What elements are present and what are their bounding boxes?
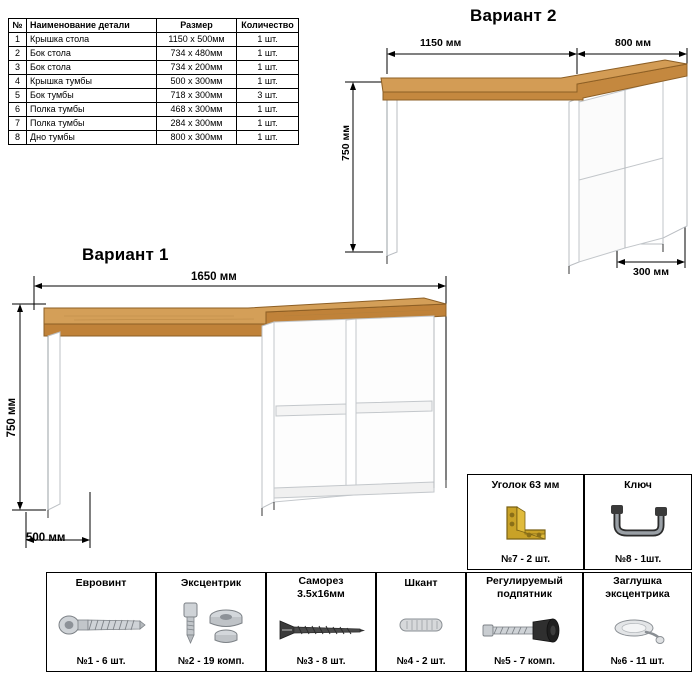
variant-2-drawing: [325, 30, 700, 280]
hardware-caption: №2 - 19 комп.: [177, 656, 245, 667]
cell-qty: 1 шт.: [237, 75, 299, 89]
corner-bracket-icon: [468, 501, 583, 549]
hardware-card-cam-cover: [583, 572, 692, 672]
hardware-card-allen-key: [584, 474, 692, 570]
cell-name: Бок стола: [27, 61, 157, 75]
hardware-name: [584, 575, 691, 601]
table-row: [9, 47, 299, 61]
euro-screw-icon: [47, 599, 155, 651]
cam-cover-icon: [584, 609, 691, 651]
variant2-dim-top-left: 1150 мм: [420, 37, 462, 49]
cell-name: Крышка стола: [27, 33, 157, 47]
table-row: [9, 61, 299, 75]
cell-size: 1150 x 500мм: [157, 33, 237, 47]
allen-key-icon: [585, 501, 691, 549]
hardware-name-line2: эксцентрика: [605, 588, 670, 600]
cell-number: 6: [9, 103, 27, 117]
cell-size: 718 x 300мм: [157, 89, 237, 103]
hardware-name: Шкант: [404, 577, 438, 589]
dowel-icon: [377, 599, 465, 651]
hardware-name: Уголок 63 мм: [491, 479, 560, 491]
hardware-card-euro-screw: [46, 572, 156, 672]
cell-number: 4: [9, 75, 27, 89]
hardware-caption: №3 - 8 шт.: [296, 656, 346, 667]
cell-name: Бок тумбы: [27, 89, 157, 103]
cell-name: Дно тумбы: [27, 131, 157, 145]
cam-lock-icon: [157, 599, 265, 651]
cell-size: 468 x 300мм: [157, 103, 237, 117]
hardware-card-cam-lock: [156, 572, 266, 672]
table-header-qty: Количество: [237, 19, 299, 33]
cell-name: Полка тумбы: [27, 103, 157, 117]
cell-qty: 1 шт.: [237, 103, 299, 117]
hardware-name-line2: подпятник: [497, 588, 552, 600]
hardware-card-self-tapping-screw: [266, 572, 376, 672]
table-row: [9, 75, 299, 89]
table-header-name: Наименование детали: [27, 19, 157, 33]
cell-size: 800 x 300мм: [157, 131, 237, 145]
variant-1-title: Вариант 1: [82, 245, 169, 264]
hardware-name-line1: Заглушка: [613, 575, 662, 587]
parts-table: [8, 18, 299, 145]
cell-number: 3: [9, 61, 27, 75]
hardware-name: [267, 575, 375, 601]
cell-size: 734 x 200мм: [157, 61, 237, 75]
variant-1-drawing: [4, 264, 474, 554]
hardware-caption: №5 - 7 комп.: [493, 656, 555, 667]
table-header-number: №: [9, 19, 27, 33]
hardware-card-corner-bracket: [467, 474, 584, 570]
table-row: [9, 131, 299, 145]
dimension-line-height: [345, 82, 387, 252]
hardware-name-line2: 3.5x16мм: [297, 588, 345, 600]
table-header-size: Размер: [157, 19, 237, 33]
table-row: [9, 117, 299, 131]
hardware-caption: №8 - 1шт.: [614, 554, 662, 565]
cell-name: Бок стола: [27, 47, 157, 61]
self-tapping-screw-icon: [267, 609, 375, 651]
cell-number: 5: [9, 89, 27, 103]
cell-number: 1: [9, 33, 27, 47]
hardware-name: Эксцентрик: [180, 577, 242, 589]
cell-name: Крышка тумбы: [27, 75, 157, 89]
hardware-caption: №6 - 11 шт.: [610, 656, 665, 667]
variant1-dim-height: 750 мм: [6, 398, 18, 438]
hardware-caption: №7 - 2 шт.: [500, 554, 551, 565]
hardware-name-line1: Регулируемый: [486, 575, 563, 587]
variant2-dim-depth: 300 мм: [633, 266, 669, 278]
cell-qty: 1 шт.: [237, 47, 299, 61]
hardware-caption: №1 - 6 шт.: [76, 656, 126, 667]
hardware-name: [467, 575, 582, 601]
cell-qty: 1 шт.: [237, 117, 299, 131]
cell-qty: 1 шт.: [237, 131, 299, 145]
variant1-dim-width: 1650 мм: [191, 271, 237, 283]
hardware-name: Ключ: [624, 479, 652, 491]
cell-number: 2: [9, 47, 27, 61]
cell-number: 8: [9, 131, 27, 145]
cell-qty: 3 шт.: [237, 89, 299, 103]
cell-size: 734 x 480мм: [157, 47, 237, 61]
hardware-card-adjustable-foot: [466, 572, 583, 672]
hardware-name: Еврoвинт: [75, 577, 127, 589]
table-row: [9, 89, 299, 103]
cell-name: Полка тумбы: [27, 117, 157, 131]
cell-size: 500 x 300мм: [157, 75, 237, 89]
variant2-dim-height: 750 мм: [340, 125, 352, 161]
hardware-name-line1: Саморез: [298, 575, 344, 587]
adjustable-foot-icon: [467, 609, 582, 651]
variant2-dim-top-right: 800 мм: [615, 37, 651, 49]
variant-2-title: Вариант 2: [470, 6, 557, 25]
table-row: [9, 33, 299, 47]
cell-size: 284 x 300мм: [157, 117, 237, 131]
cell-qty: 1 шт.: [237, 33, 299, 47]
hardware-card-dowel: [376, 572, 466, 672]
hardware-caption: №4 - 2 шт.: [396, 656, 446, 667]
cell-qty: 1 шт.: [237, 61, 299, 75]
cell-number: 7: [9, 117, 27, 131]
variant1-dim-depth: 500 мм: [26, 532, 66, 544]
table-row: [9, 103, 299, 117]
table-header-row: [9, 19, 299, 33]
